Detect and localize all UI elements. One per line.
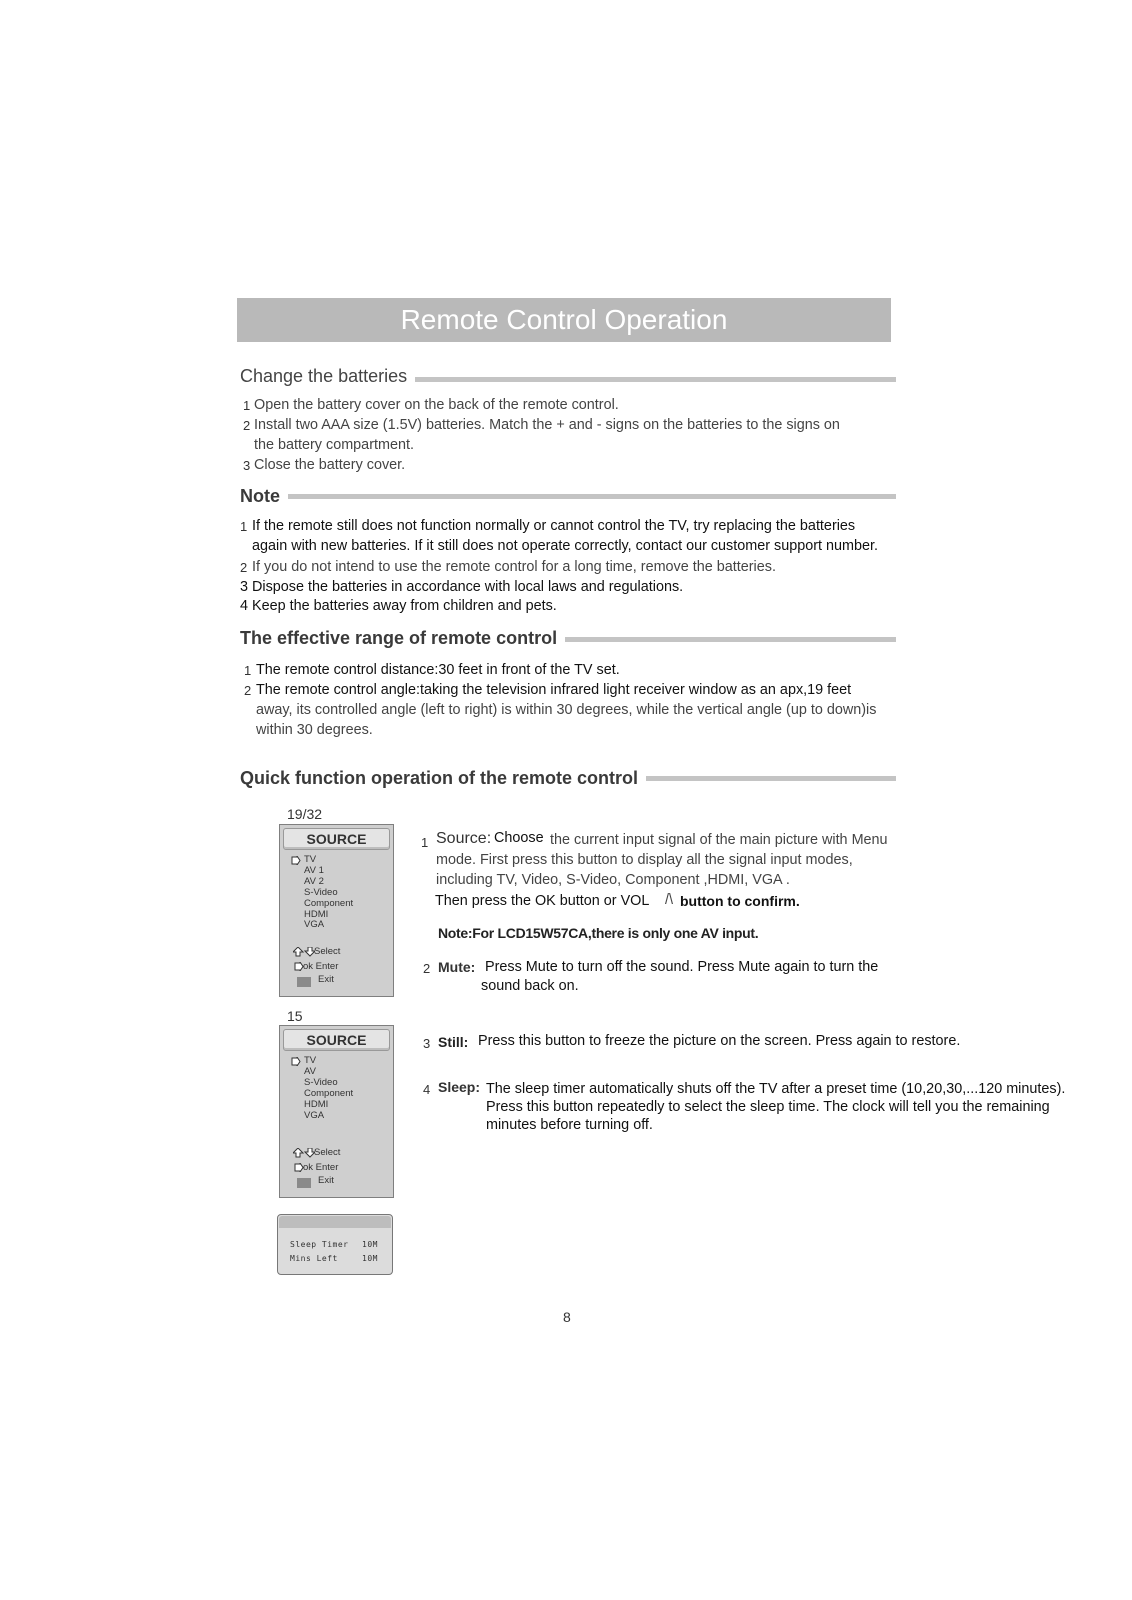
text-line: Then press the OK button or VOL [435, 893, 650, 909]
list-number: 2 [240, 560, 248, 575]
list-item: Open the battery cover on the back of the remote control. [254, 397, 619, 413]
mins-left-label: Mins Left [290, 1254, 338, 1263]
menu-caption: 15 [287, 1008, 303, 1024]
list-item: The remote control distance:30 feet in front of the TV set. [256, 662, 620, 678]
list-number: 1 [243, 398, 251, 413]
list-item-continuation: again with new batteries. If it still does not operate correctly, contact our customer support number. [252, 538, 879, 554]
menu-item: TV [304, 854, 317, 865]
text-line: sound back on. [481, 978, 579, 994]
list-item-continuation: the battery compartment. [254, 437, 414, 453]
exit-hint: Exit [318, 1175, 334, 1186]
text-line: Press Mute to turn off the sound. Press Mute again to turn the [485, 959, 879, 975]
section-rule [288, 494, 896, 499]
menu-item: AV [304, 1066, 316, 1077]
list-item: Keep the batteries away from children and pets. [252, 598, 557, 614]
text-line: The sleep timer automatically shuts off the TV after a preset time (10,20,30,...120 minutes). [486, 1081, 1066, 1097]
menu-item: S-Video [304, 1077, 338, 1088]
list-item-continuation: away, its controlled angle (left to right) is within 30 degrees, while the vertical angle (up to down)is [256, 702, 877, 718]
list-item: Close the battery cover. [254, 457, 406, 473]
sleep-timer-osd [277, 1214, 393, 1275]
function-label: Mute: [438, 959, 476, 975]
range-heading: The effective range of remote control [240, 628, 558, 648]
list-number: 2 [244, 683, 252, 698]
up-down-arrows-icon [293, 1148, 315, 1158]
menu-item: AV 2 [304, 876, 324, 887]
batteries-heading: Change the batteries [240, 366, 408, 386]
list-item: If the remote still does not function normally or cannot control the TV, try replacing the batteries [252, 518, 856, 534]
text-line: minutes before turning off. [486, 1117, 653, 1133]
function-label: Source: [436, 830, 492, 847]
menu-item: VGA [304, 1110, 325, 1121]
source-menu-osd [279, 1025, 394, 1198]
vol-up-symbol: /\ [665, 892, 673, 908]
text-line: Press this button to freeze the picture on the screen. Press again to restore. [478, 1033, 961, 1049]
exit-icon [297, 1178, 311, 1188]
menu-items [304, 854, 353, 930]
source-note: Note:For LCD15W57CA,there is only one AV input. [438, 925, 759, 941]
note-heading: Note [240, 486, 280, 506]
menu-item: Component [304, 898, 354, 909]
up-down-arrows-icon [293, 947, 315, 957]
menu-caption: 19/32 [287, 806, 323, 822]
list-number: 2 [243, 418, 251, 433]
list-item: Install two AAA size (1.5V) batteries. Match the + and - signs on the batteries to the signs on [254, 417, 840, 433]
function-label: Still: [438, 1034, 469, 1050]
page-number: 8 [563, 1309, 571, 1325]
text-line: mode. First press this button to display all the signal input modes, [436, 852, 853, 868]
osd-header-bar [279, 1216, 391, 1228]
section-rule [415, 377, 896, 382]
menu-item: HDMI [304, 909, 329, 920]
menu-items [304, 1055, 353, 1121]
page-title: Remote Control Operation [400, 304, 728, 335]
title-bar [237, 298, 891, 342]
function-label: Sleep: [438, 1079, 481, 1095]
mins-left-value: 10M [362, 1254, 378, 1263]
list-number: 4 [423, 1082, 431, 1097]
section-rule [565, 637, 896, 642]
arrow-right-icon [291, 1057, 301, 1066]
list-item: If you do not intend to use the remote control for a long time, remove the batteries. [252, 559, 776, 575]
menu-title: SOURCE [283, 828, 390, 850]
sleep-timer-value: 10M [362, 1240, 378, 1249]
menu-item: S-Video [304, 887, 338, 898]
list-number: 1 [244, 663, 252, 678]
exit-hint: Exit [318, 974, 334, 985]
menu-item: AV 1 [304, 865, 324, 876]
menu-item: TV [304, 1055, 317, 1066]
list-item: The remote control angle:taking the television infrared light receiver window as an apx,19 feet [256, 682, 852, 698]
text-line: Press this button repeatedly to select the sleep time. The clock will tell you the remaining [486, 1099, 1050, 1115]
enter-hint: ok Enter [303, 1162, 339, 1173]
select-hint: Select [314, 946, 341, 957]
source-menu-osd [279, 824, 394, 997]
select-hint: Select [314, 1147, 341, 1158]
list-number: 4 [240, 598, 249, 614]
text-line: the current input signal of the main picture with Menu [550, 832, 888, 848]
list-item: Dispose the batteries in accordance with local laws and regulations. [252, 579, 684, 595]
list-item-continuation: within 30 degrees. [256, 722, 373, 738]
list-number: 1 [240, 519, 248, 534]
menu-item: Component [304, 1088, 354, 1099]
section-rule [646, 776, 896, 781]
list-number: 1 [421, 835, 429, 850]
exit-icon [297, 977, 311, 987]
list-number: 3 [240, 579, 249, 595]
text-line: button to confirm. [680, 893, 800, 909]
menu-item: HDMI [304, 1099, 329, 1110]
arrow-right-icon [291, 856, 301, 865]
enter-hint: ok Enter [303, 961, 339, 972]
menu-title: SOURCE [283, 1029, 390, 1051]
text-fragment: Choose [494, 830, 544, 846]
text-line: including TV, Video, S-Video, Component ,HDMI, VGA . [436, 872, 790, 888]
menu-item: VGA [304, 919, 325, 930]
sleep-timer-label: Sleep Timer [290, 1240, 349, 1249]
list-number: 2 [423, 961, 431, 976]
quick-heading: Quick function operation of the remote control [240, 768, 639, 788]
list-number: 3 [423, 1036, 431, 1051]
list-number: 3 [243, 458, 251, 473]
